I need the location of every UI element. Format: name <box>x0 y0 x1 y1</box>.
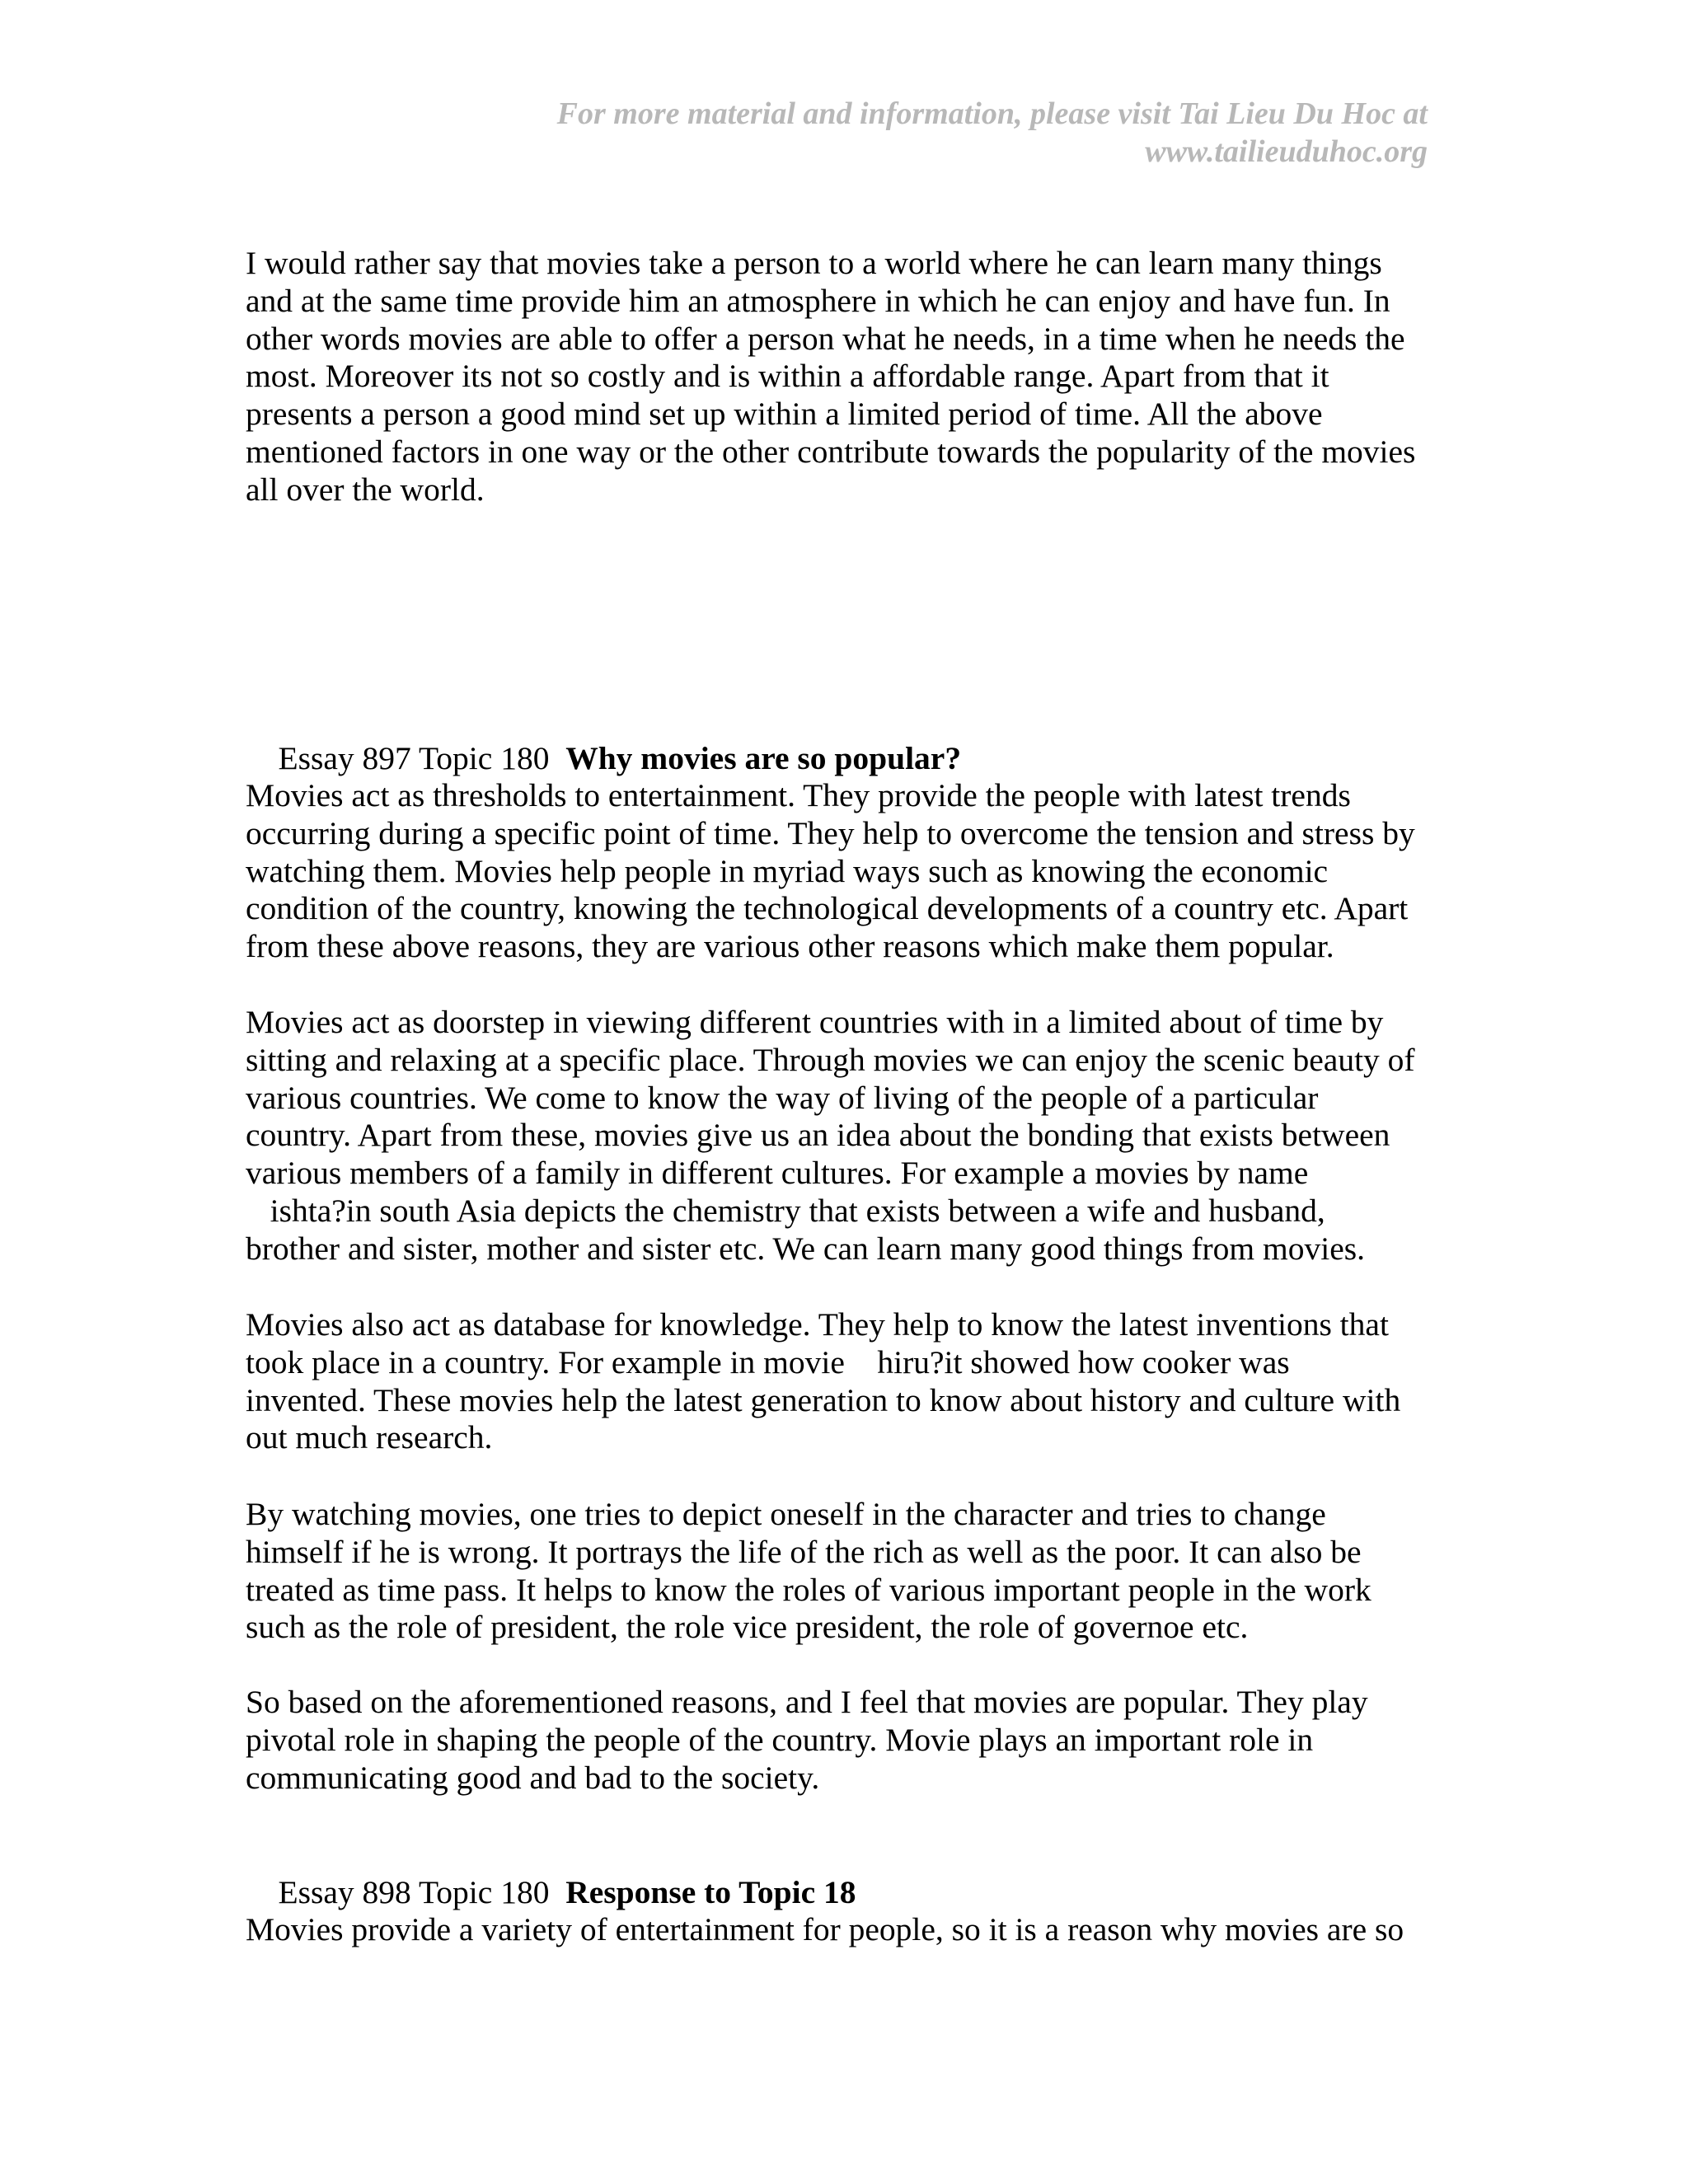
paragraph-2 <box>246 1004 1449 1268</box>
text-line: pivotal role in shaping the people of the country. Movie plays an important role in <box>246 1721 1314 1758</box>
text-line: I would rather say that movies take a person to a world where he can learn many things <box>246 245 1382 281</box>
paragraph-6 <box>246 1911 1449 1949</box>
header-line-2: www.tailieuduhoc.org <box>1145 134 1428 169</box>
paragraph-1 <box>246 777 1449 966</box>
text-line: Movies also act as database for knowledge. They help to know the latest inventions that <box>246 1306 1389 1343</box>
text-line: himself if he is wrong. It portrays the life of the rich as well as the poor. It can also be <box>246 1533 1362 1570</box>
text-line: various countries. We come to know the way of living of the people of a particular <box>246 1079 1319 1116</box>
paragraph-4 <box>246 1496 1449 1647</box>
text-line: country. Apart from these, movies give us an idea about the bonding that exists between <box>246 1117 1390 1154</box>
paragraph-intro <box>246 245 1449 509</box>
essay-label: Essay 897 Topic 180 <box>278 740 566 776</box>
text-line: invented. These movies help the latest generation to know about history and culture with <box>246 1381 1401 1418</box>
text-line: various members of a family in different cultures. For example a movies by name <box>246 1155 1309 1192</box>
essay-title: Response to Topic 18 <box>565 1874 856 1910</box>
text-line: Movies provide a variety of entertainment for people, so it is a reason why movies are so <box>246 1911 1404 1947</box>
text-line: most. Moreover its not so costly and is within a affordable range. Apart from that it <box>246 358 1329 395</box>
text-line: condition of the country, knowing the technological developments of a country etc. Apart <box>246 890 1409 927</box>
text-line: and at the same time provide him an atmosphere in which he can enjoy and have fun. In <box>246 282 1390 319</box>
essay-title: Why movies are so popular? <box>565 740 962 776</box>
text-line: By watching movies, one tries to depict oneself in the character and tries to change <box>246 1496 1326 1532</box>
text-line: treated as time pass. It helps to know the roles of various important people in the work <box>246 1571 1372 1608</box>
text-line: mentioned factors in one way or the other contribute towards the popularity of the movies <box>246 433 1416 470</box>
text-line: other words movies are able to offer a person what he needs, in a time when he needs the <box>246 320 1405 357</box>
text-line: all over the world. <box>246 471 485 508</box>
essay-label: Essay 898 Topic 180 <box>278 1874 566 1910</box>
page-header <box>356 95 1428 171</box>
text-line: Movies act as doorstep in viewing different countries with in a limited about of time by <box>246 1004 1384 1040</box>
text-line: brother and sister, mother and sister etc. We can learn many good things from movies. <box>246 1230 1366 1267</box>
text-line: presents a person a good mind set up within a limited period of time. All the above <box>246 396 1323 433</box>
paragraph-3 <box>246 1306 1449 1457</box>
text-line: watching them. Movies help people in myriad ways such as knowing the economic <box>246 852 1329 889</box>
text-line: took place in a country. For example in movie hiru?it showed how cooker was <box>246 1343 1290 1380</box>
text-line: from these above reasons, they are various other reasons which make them popular. <box>246 928 1334 965</box>
text-line: sitting and relaxing at a specific place. Through movies we can enjoy the scenic beauty of <box>246 1041 1415 1078</box>
text-line: occurring during a specific point of time. They help to overcome the tension and stress by <box>246 814 1415 851</box>
text-line: ishta?in south Asia depicts the chemistry that exists between a wife and husband, <box>246 1192 1325 1229</box>
text-line: such as the role of president, the role vice president, the role of governoe etc. <box>246 1609 1249 1646</box>
text-line: communicating good and bad to the society. <box>246 1759 820 1796</box>
header-line-1: For more material and information, please visit Tai Lieu Du Hoc at <box>556 96 1428 131</box>
text-line: Movies act as thresholds to entertainment. They provide the people with latest trends <box>246 777 1351 813</box>
text-line: out much research. <box>246 1419 493 1456</box>
text-line: So based on the aforementioned reasons, and I feel that movies are popular. They play <box>246 1684 1368 1720</box>
paragraph-5 <box>246 1684 1449 1797</box>
